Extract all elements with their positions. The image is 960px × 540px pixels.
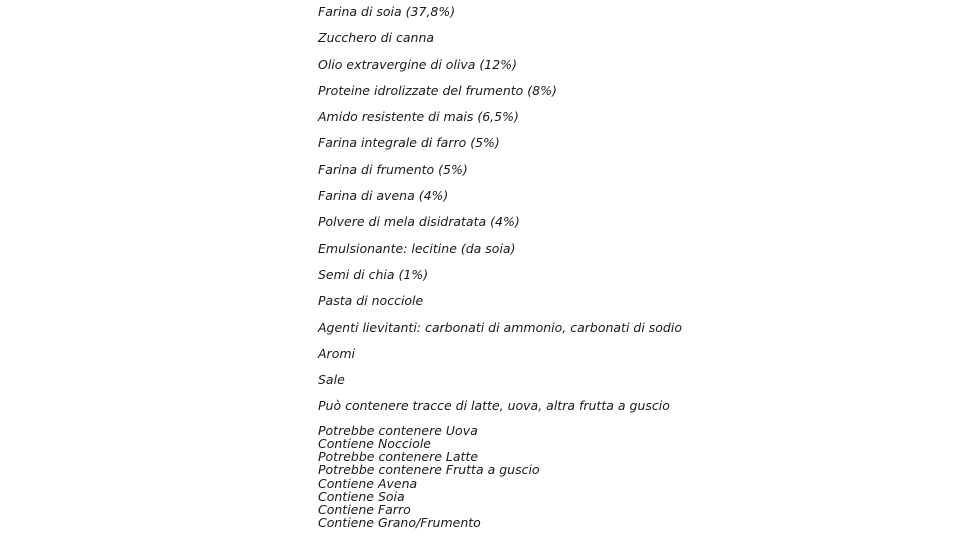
traces-warning: Può contenere tracce di latte, uova, altra frutta a guscio [318, 398, 670, 414]
ingredient-item: Proteine idrolizzate del frumento (8%) [318, 82, 557, 98]
ingredient-item: Farina di avena (4%) [318, 188, 449, 204]
ingredient-item: Aromi [318, 345, 355, 361]
allergen-item: Potrebbe contenere Frutta a guscio [318, 462, 540, 478]
allergen-item: Contiene Soia [318, 488, 405, 504]
ingredient-item: Farina di soia (37,8%) [318, 4, 456, 19]
allergen-item: Contiene Avena [318, 475, 418, 491]
ingredient-item: Olio extravergine di oliva (12%) [318, 56, 517, 72]
ingredient-item: Agenti lievitanti: carbonati di ammonio, carbonati di sodio [318, 319, 682, 335]
ingredient-item: Farina di frumento (5%) [318, 161, 468, 177]
allergen-item: Potrebbe contenere Uova [318, 422, 478, 438]
ingredient-item: Farina integrale di farro (5%) [318, 135, 500, 151]
ingredient-item: Emulsionante: lecitine (da soia) [318, 240, 516, 256]
ingredient-item: Zucchero di canna [318, 30, 435, 46]
ingredient-item: Amido resistente di mais (6,5%) [318, 109, 519, 125]
allergen-item: Contiene Nocciole [318, 435, 431, 451]
ingredients-list [318, 3, 918, 424]
ingredient-item: Semi di chia (1%) [318, 266, 429, 282]
allergen-item: Contiene Farro [318, 501, 411, 517]
ingredient-item: Sale [318, 372, 345, 388]
allergen-item: Potrebbe contenere Latte [318, 449, 479, 465]
ingredient-item: Polvere di mela disidratata (4%) [318, 214, 520, 230]
allergen-item: Contiene Grano/Frumento [318, 515, 481, 531]
allergen-list [318, 424, 918, 530]
product-info-content [318, 3, 918, 529]
ingredient-item: Pasta di nocciole [318, 293, 424, 309]
